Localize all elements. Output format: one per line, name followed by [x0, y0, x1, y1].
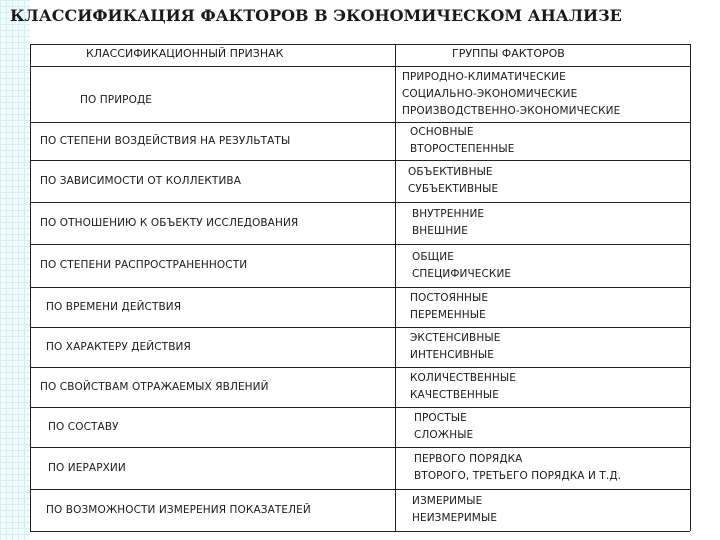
row-divider — [30, 122, 690, 123]
criterion-cell: ПО СТЕПЕНИ РАСПРОСТРАНЕННОСТИ — [40, 259, 248, 271]
header-groups: ГРУППЫ ФАКТОРОВ — [452, 47, 565, 60]
factor-group-item: СУБЪЕКТИВНЫЕ — [408, 183, 499, 195]
row-divider — [30, 407, 690, 408]
factor-group-item: ИНТЕНСИВНЫЕ — [410, 349, 494, 361]
table-right-border — [690, 44, 691, 531]
row-divider — [30, 244, 690, 245]
row-divider — [30, 287, 690, 288]
row-divider — [30, 367, 690, 368]
row-divider — [30, 447, 690, 448]
row-divider — [30, 327, 690, 328]
grid-background — [0, 0, 30, 540]
groups-cell — [412, 493, 497, 527]
criterion-cell: ПО ЗАВИСИМОСТИ ОТ КОЛЛЕКТИВА — [40, 175, 241, 187]
row-divider — [30, 202, 690, 203]
groups-cell — [414, 451, 621, 485]
criterion-cell: ПО СТЕПЕНИ ВОЗДЕЙСТВИЯ НА РЕЗУЛЬТАТЫ — [40, 135, 291, 147]
header-criterion: КЛАССИФИКАЦИОННЫЙ ПРИЗНАК — [86, 47, 284, 60]
groups-cell — [410, 124, 514, 158]
factor-group-item: ВТОРОГО, ТРЕТЬЕГО ПОРЯДКА И Т.Д. — [414, 470, 622, 482]
criterion-cell: ПО ВРЕМЕНИ ДЕЙСТВИЯ — [46, 301, 182, 313]
factor-group-item: ВНЕШНИЕ — [412, 225, 469, 237]
factor-group-item: ПРОСТЫЕ — [414, 412, 467, 424]
criterion-cell: ПО СОСТАВУ — [48, 421, 119, 433]
factor-group-item: СЛОЖНЫЕ — [414, 429, 474, 441]
factor-group-item: ЭКСТЕНСИВНЫЕ — [410, 332, 501, 344]
page-title: КЛАССИФИКАЦИЯ ФАКТОРОВ В ЭКОНОМИЧЕСКОМ АНАЛИЗЕ — [10, 6, 622, 25]
factor-group-item: ОБЩИЕ — [412, 251, 454, 263]
table-bottom-border — [30, 531, 690, 532]
criterion-cell: ПО СВОЙСТВАМ ОТРАЖАЕМЫХ ЯВЛЕНИЙ — [40, 381, 269, 393]
factor-group-item: ПОСТОЯННЫЕ — [410, 292, 489, 304]
criterion-cell: ПО ХАРАКТЕРУ ДЕЙСТВИЯ — [46, 341, 191, 353]
factor-group-item: ПЕРВОГО ПОРЯДКА — [414, 453, 523, 465]
criterion-cell: ПО ИЕРАРХИИ — [48, 462, 126, 474]
factor-group-item: СПЕЦИФИЧЕСКИЕ — [412, 268, 512, 280]
groups-cell — [414, 410, 473, 444]
criterion-cell: ПО ОТНОШЕНИЮ К ОБЪЕКТУ ИССЛЕДОВАНИЯ — [40, 217, 299, 229]
table-top-border — [30, 44, 690, 45]
groups-cell — [412, 249, 511, 283]
factor-group-item: ПРИРОДНО-КЛИМАТИЧЕСКИЕ — [402, 71, 566, 83]
criterion-cell: ПО ВОЗМОЖНОСТИ ИЗМЕРЕНИЯ ПОКАЗАТЕЛЕЙ — [46, 504, 311, 516]
criterion-cell: ПО ПРИРОДЕ — [80, 94, 153, 106]
row-divider — [30, 160, 690, 161]
factor-group-item: НЕИЗМЕРИМЫЕ — [412, 512, 498, 524]
groups-cell — [402, 69, 620, 120]
factor-group-item: КОЛИЧЕСТВЕННЫЕ — [410, 372, 516, 384]
factor-group-item: ПРОИЗВОДСТВЕННО-ЭКОНОМИЧЕСКИЕ — [402, 105, 621, 117]
factor-group-item: ОСНОВНЫЕ — [410, 126, 474, 138]
factor-group-item: СОЦИАЛЬНО-ЭКОНОМИЧЕСКИЕ — [402, 88, 578, 100]
factor-group-item: ПЕРЕМЕННЫЕ — [410, 309, 486, 321]
row-divider — [30, 66, 690, 67]
groups-cell — [410, 290, 488, 324]
groups-cell — [410, 370, 516, 404]
groups-cell — [410, 330, 500, 364]
factor-group-item: ВНУТРЕННИЕ — [412, 208, 485, 220]
factor-group-item: ОБЪЕКТИВНЫЕ — [408, 166, 493, 178]
row-divider — [30, 489, 690, 490]
factor-group-item: ИЗМЕРИМЫЕ — [412, 495, 483, 507]
table-left-border — [30, 44, 31, 531]
groups-cell — [408, 164, 498, 198]
factor-group-item: КАЧЕСТВЕННЫЕ — [410, 389, 499, 401]
groups-cell — [412, 206, 484, 240]
column-divider — [395, 44, 396, 531]
factor-group-item: ВТОРОСТЕПЕННЫЕ — [410, 143, 515, 155]
